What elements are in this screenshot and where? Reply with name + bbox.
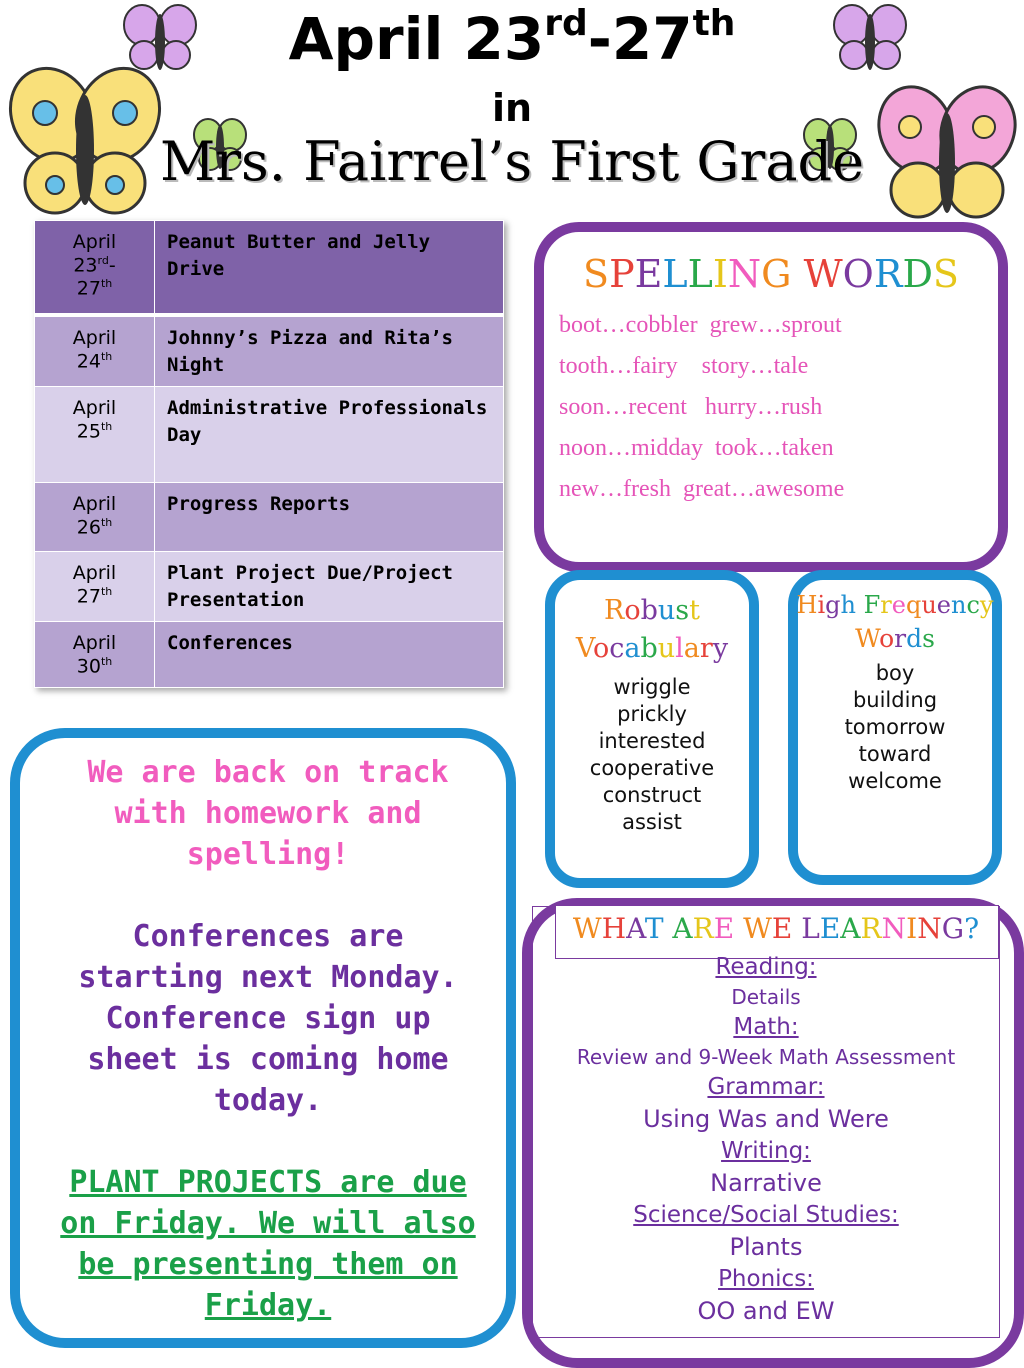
subject-label: Science/Social Studies:	[633, 1202, 899, 1228]
robust-word-list	[555, 674, 749, 836]
date-cell: April 24th	[35, 315, 155, 387]
date-cell: April 30th	[35, 622, 155, 688]
subject-detail: Details	[731, 985, 801, 1009]
robust-title-2: Vocabulary	[575, 632, 729, 664]
announcements-text	[60, 752, 476, 1326]
date-cell: April 27th	[35, 552, 155, 622]
homework-note: We are back on track with homework and spelling!	[87, 755, 449, 872]
list-item: boot…cobbler grew…sprout	[559, 312, 842, 338]
event-cell: Conferences	[155, 622, 504, 688]
hf-word-list	[798, 660, 992, 795]
table-row	[35, 552, 504, 622]
subject-detail: Narrative	[710, 1169, 822, 1197]
plant-project-note: PLANT PROJECTS are due on Friday. We will also be presenting them on Friday.	[60, 1165, 476, 1323]
event-cell: Plant Project Due/Project Presentation	[155, 552, 504, 622]
spelling-title: SPELLING WORDS	[583, 252, 959, 296]
table-row	[35, 315, 504, 387]
table-row	[35, 622, 504, 688]
subject-label: Phonics:	[718, 1266, 814, 1292]
class-name: Mrs. Fairrel’s First Grade	[159, 130, 865, 193]
hf-title-2: Words	[855, 624, 935, 653]
learning-title: WHAT ARE WE LEARNING?	[572, 912, 980, 945]
subject-detail: Plants	[729, 1233, 803, 1261]
spelling-list	[559, 312, 844, 517]
list-item: new…fresh great…awesome	[559, 476, 845, 502]
event-cell: Peanut Butter and Jelly Drive	[155, 221, 504, 316]
list-item: prickly	[617, 701, 687, 726]
schedule-table	[34, 220, 504, 688]
subject-detail: Review and 9-Week Math Assessment	[576, 1045, 956, 1069]
subject-label: Math:	[733, 1014, 799, 1040]
conference-note: Conferences are starting next Monday. Conference sign up sheet is coming home today.	[78, 919, 458, 1118]
list-item: construct	[602, 782, 702, 807]
table-row	[35, 483, 504, 552]
list-item: boy	[875, 661, 915, 685]
list-item: tomorrow	[844, 715, 946, 739]
subject-detail: Using Was and Were	[643, 1105, 889, 1133]
date-cell: April 25th	[35, 387, 155, 483]
date-cell: April 23rd- 27th	[35, 221, 155, 316]
event-cell: Progress Reports	[155, 483, 504, 552]
list-item: interested	[598, 728, 706, 753]
date-cell: April 26th	[35, 483, 155, 552]
learning-list	[540, 952, 992, 1328]
list-item: wriggle	[613, 674, 691, 699]
event-cell: Johnny’s Pizza and Rita’s Night	[155, 315, 504, 387]
hf-title-1: High Frequency	[796, 591, 994, 619]
subject-label: Grammar:	[707, 1074, 825, 1100]
subject-label: Writing:	[721, 1138, 811, 1164]
list-item: welcome	[848, 769, 942, 793]
subject-label: Reading:	[715, 954, 817, 980]
list-item: soon…recent hurry…rush	[559, 394, 823, 420]
table-row	[35, 221, 504, 316]
list-item: cooperative	[589, 755, 715, 780]
list-item: assist	[622, 809, 682, 834]
page-title: April 23rd-27th	[288, 3, 736, 73]
subject-detail: OO and EW	[697, 1297, 835, 1325]
list-item: tooth…fairy story…tale	[559, 353, 809, 379]
high-frequency-words-box	[788, 570, 1002, 885]
announcements-box	[10, 728, 516, 1348]
robust-vocabulary-box	[545, 570, 759, 888]
robust-title-1: Robust	[603, 595, 700, 626]
list-item: building	[852, 688, 938, 712]
table-row	[35, 387, 504, 483]
list-item: noon…midday took…taken	[559, 435, 834, 461]
event-cell: Administrative Professionals Day	[155, 387, 504, 483]
list-item: toward	[858, 742, 932, 766]
title-in: in	[491, 86, 533, 130]
spelling-words-box	[534, 222, 1008, 572]
